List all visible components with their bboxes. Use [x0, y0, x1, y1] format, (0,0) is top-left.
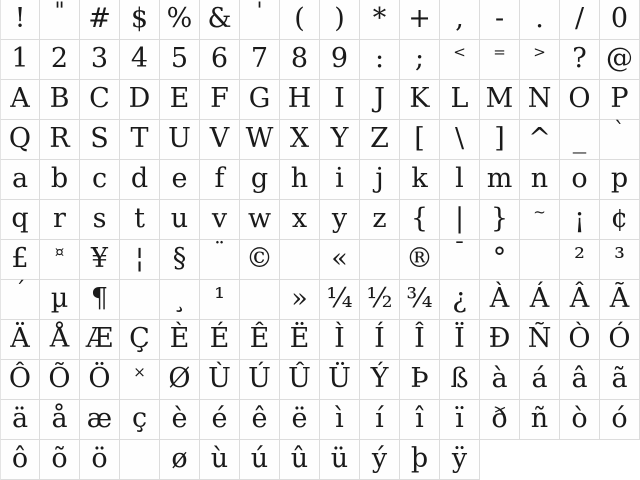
char-cell[interactable]: À [480, 280, 520, 320]
char-cell[interactable]: b [40, 160, 80, 200]
char-cell[interactable]: ° [480, 240, 520, 280]
char-cell[interactable]: Á [520, 280, 560, 320]
char-cell[interactable]: S [80, 120, 120, 160]
char-cell[interactable]: G [240, 80, 280, 120]
charmap-row [0, 400, 640, 440]
char-cell[interactable]: K [400, 80, 440, 120]
char-cell[interactable]: ü [320, 440, 360, 480]
char-cell[interactable]: \ [440, 120, 480, 160]
char-cell[interactable]: ý [360, 440, 400, 480]
charmap-row [0, 360, 640, 400]
char-cell[interactable]: ¥ [80, 240, 120, 280]
char-cell[interactable]: E [160, 80, 200, 120]
char-cell[interactable]: r [40, 200, 80, 240]
char-cell[interactable]: ø [160, 440, 200, 480]
empty-char-cell[interactable] [120, 440, 160, 480]
char-cell[interactable]: Í [360, 320, 400, 360]
char-cell[interactable]: s [80, 200, 120, 240]
char-cell[interactable]: å [40, 400, 80, 440]
char-cell[interactable]: z [360, 200, 400, 240]
char-cell[interactable]: è [160, 400, 200, 440]
char-cell[interactable]: « [320, 240, 360, 280]
char-cell[interactable]: ¨ [200, 240, 240, 280]
charmap-row [0, 0, 640, 40]
char-cell[interactable]: 0 [600, 0, 640, 40]
char-cell[interactable]: a [0, 160, 40, 200]
char-cell[interactable]: ñ [520, 400, 560, 440]
char-cell[interactable]: e [160, 160, 200, 200]
charmap-row [0, 160, 640, 200]
char-cell[interactable]: È [160, 320, 200, 360]
char-cell[interactable]: o [560, 160, 600, 200]
char-cell[interactable]: O [560, 80, 600, 120]
char-cell[interactable]: T [120, 120, 160, 160]
char-cell[interactable]: Û [280, 360, 320, 400]
char-cell[interactable]: x [280, 200, 320, 240]
empty-char-cell[interactable] [280, 240, 320, 280]
char-cell[interactable]: ö [80, 440, 120, 480]
charmap-row [0, 240, 640, 280]
char-cell[interactable]: Ú [240, 360, 280, 400]
char-cell[interactable]: ß [440, 360, 480, 400]
char-cell[interactable]: d [120, 160, 160, 200]
char-cell[interactable]: ó [600, 400, 640, 440]
char-cell[interactable]: 2 [40, 40, 80, 80]
char-cell[interactable]: õ [40, 440, 80, 480]
char-cell[interactable]: Ã [600, 280, 640, 320]
char-cell[interactable]: ( [280, 0, 320, 40]
char-cell[interactable]: [ [400, 120, 440, 160]
char-cell[interactable]: n [520, 160, 560, 200]
char-cell[interactable]: . [520, 0, 560, 40]
char-cell[interactable]: v [200, 200, 240, 240]
char-cell[interactable]: Î [400, 320, 440, 360]
char-cell[interactable]: æ [80, 400, 120, 440]
char-cell[interactable]: Ì [320, 320, 360, 360]
char-cell[interactable]: ¹ [200, 280, 240, 320]
char-cell[interactable]: ä [0, 400, 40, 440]
char-cell[interactable]: Z [360, 120, 400, 160]
char-cell[interactable]: L [440, 80, 480, 120]
char-cell[interactable]: 8 [280, 40, 320, 80]
char-cell[interactable]: ¿ [440, 280, 480, 320]
char-cell[interactable]: c [80, 160, 120, 200]
char-cell[interactable]: A [0, 80, 40, 120]
char-cell[interactable]: ] [480, 120, 520, 160]
char-cell[interactable]: ; [400, 40, 440, 80]
char-cell[interactable]: < [440, 40, 480, 80]
char-cell[interactable]: Ë [280, 320, 320, 360]
char-cell[interactable]: > [520, 40, 560, 80]
char-cell[interactable]: } [480, 200, 520, 240]
char-cell[interactable]: Ê [240, 320, 280, 360]
char-cell[interactable]: ç [120, 400, 160, 440]
char-cell[interactable]: î [400, 400, 440, 440]
char-cell[interactable]: H [280, 80, 320, 120]
char-cell[interactable]: ´ [0, 280, 40, 320]
char-cell[interactable]: / [560, 0, 600, 40]
char-cell[interactable]: Õ [40, 360, 80, 400]
charmap-row [0, 80, 640, 120]
char-cell[interactable]: # [80, 0, 120, 40]
char-cell[interactable]: × [120, 360, 160, 400]
char-cell[interactable]: ` [600, 120, 640, 160]
char-cell[interactable]: l [440, 160, 480, 200]
char-cell[interactable]: D [120, 80, 160, 120]
char-cell[interactable]: 5 [160, 40, 200, 80]
char-cell[interactable]: p [600, 160, 640, 200]
char-cell[interactable]: h [280, 160, 320, 200]
char-cell[interactable]: 9 [320, 40, 360, 80]
char-cell[interactable]: ) [320, 0, 360, 40]
char-cell[interactable]: | [440, 200, 480, 240]
char-cell[interactable]: ð [480, 400, 520, 440]
char-cell[interactable]: Þ [400, 360, 440, 400]
char-cell[interactable]: Ï [440, 320, 480, 360]
char-cell[interactable]: Ø [160, 360, 200, 400]
char-cell[interactable]: Ý [360, 360, 400, 400]
char-cell[interactable]: Ç [120, 320, 160, 360]
char-cell[interactable]: & [200, 0, 240, 40]
char-cell[interactable]: j [360, 160, 400, 200]
char-cell[interactable]: Ü [320, 360, 360, 400]
char-cell[interactable]: û [280, 440, 320, 480]
char-cell[interactable]: â [560, 360, 600, 400]
char-cell[interactable]: » [280, 280, 320, 320]
char-cell[interactable]: ½ [360, 280, 400, 320]
char-cell[interactable]: ò [560, 400, 600, 440]
charmap-row [0, 200, 640, 240]
char-cell[interactable]: á [520, 360, 560, 400]
char-cell[interactable]: ¯ [440, 240, 480, 280]
char-cell[interactable]: : [360, 40, 400, 80]
char-cell[interactable]: J [360, 80, 400, 120]
char-cell[interactable]: § [160, 240, 200, 280]
char-cell[interactable]: Ñ [520, 320, 560, 360]
char-cell[interactable]: ¾ [400, 280, 440, 320]
char-cell[interactable]: í [360, 400, 400, 440]
char-cell[interactable]: Ä [0, 320, 40, 360]
char-cell[interactable]: @ [600, 40, 640, 80]
char-cell[interactable]: ¢ [600, 200, 640, 240]
char-cell[interactable]: ¦ [120, 240, 160, 280]
charmap-row [0, 320, 640, 360]
char-cell[interactable]: ¸ [160, 280, 200, 320]
char-cell[interactable]: ï [440, 400, 480, 440]
char-cell[interactable]: R [40, 120, 80, 160]
char-cell[interactable]: 6 [200, 40, 240, 80]
empty-char-cell[interactable] [360, 240, 400, 280]
char-cell[interactable]: V [200, 120, 240, 160]
char-cell[interactable]: ~ [520, 200, 560, 240]
char-cell[interactable]: I [320, 80, 360, 120]
char-cell[interactable]: Q [0, 120, 40, 160]
char-cell[interactable]: Æ [80, 320, 120, 360]
char-cell[interactable]: { [400, 200, 440, 240]
char-cell[interactable]: * [360, 0, 400, 40]
char-cell[interactable]: k [400, 160, 440, 200]
char-cell[interactable]: Ò [560, 320, 600, 360]
char-cell[interactable]: ¤ [40, 240, 80, 280]
char-cell[interactable]: ÿ [440, 440, 480, 480]
char-cell[interactable]: N [520, 80, 560, 120]
char-cell[interactable]: £ [0, 240, 40, 280]
char-cell[interactable]: $ [120, 0, 160, 40]
char-cell[interactable]: É [200, 320, 240, 360]
charmap-row [0, 40, 640, 80]
char-cell[interactable]: ê [240, 400, 280, 440]
char-cell[interactable]: ² [560, 240, 600, 280]
char-cell[interactable]: ® [400, 240, 440, 280]
char-cell[interactable]: M [480, 80, 520, 120]
charmap-row [0, 440, 640, 480]
char-cell[interactable]: ¶ [80, 280, 120, 320]
char-cell[interactable]: ù [200, 440, 240, 480]
char-cell[interactable]: = [480, 40, 520, 80]
char-cell[interactable]: é [200, 400, 240, 440]
empty-char-cell[interactable] [120, 280, 160, 320]
char-cell[interactable]: à [480, 360, 520, 400]
char-cell[interactable]: ¡ [560, 200, 600, 240]
char-cell[interactable]: t [120, 200, 160, 240]
char-cell[interactable]: P [600, 80, 640, 120]
char-cell[interactable]: F [200, 80, 240, 120]
char-cell[interactable]: U [160, 120, 200, 160]
char-cell[interactable]: þ [400, 440, 440, 480]
char-cell[interactable]: Ô [0, 360, 40, 400]
empty-char-cell[interactable] [520, 240, 560, 280]
charmap-row [0, 120, 640, 160]
char-cell[interactable]: " [40, 0, 80, 40]
char-cell[interactable]: ú [240, 440, 280, 480]
char-cell[interactable]: © [240, 240, 280, 280]
char-cell[interactable]: ! [0, 0, 40, 40]
char-cell[interactable]: ³ [600, 240, 640, 280]
char-cell[interactable]: g [240, 160, 280, 200]
char-cell[interactable]: Y [320, 120, 360, 160]
char-cell[interactable]: Ð [480, 320, 520, 360]
char-cell[interactable]: Å [40, 320, 80, 360]
char-cell[interactable]: + [400, 0, 440, 40]
char-cell[interactable]: q [0, 200, 40, 240]
char-cell[interactable]: u [160, 200, 200, 240]
char-cell[interactable]: y [320, 200, 360, 240]
char-cell[interactable]: ' [240, 0, 280, 40]
char-cell[interactable]: 3 [80, 40, 120, 80]
char-cell[interactable]: ¼ [320, 280, 360, 320]
char-cell[interactable]: % [160, 0, 200, 40]
char-cell[interactable]: B [40, 80, 80, 120]
char-cell[interactable]: ì [320, 400, 360, 440]
char-cell[interactable]: , [440, 0, 480, 40]
char-cell[interactable]: 4 [120, 40, 160, 80]
char-cell[interactable]: ë [280, 400, 320, 440]
char-cell[interactable]: - [480, 0, 520, 40]
char-cell[interactable]: Â [560, 280, 600, 320]
char-cell[interactable]: _ [560, 120, 600, 160]
char-cell[interactable]: w [240, 200, 280, 240]
char-cell[interactable]: 1 [0, 40, 40, 80]
char-cell[interactable]: X [280, 120, 320, 160]
char-cell[interactable]: ô [0, 440, 40, 480]
char-cell[interactable]: f [200, 160, 240, 200]
char-cell[interactable]: Ù [200, 360, 240, 400]
char-cell[interactable]: ^ [520, 120, 560, 160]
char-cell[interactable]: Ó [600, 320, 640, 360]
char-cell[interactable]: ã [600, 360, 640, 400]
char-cell[interactable]: 7 [240, 40, 280, 80]
empty-char-cell[interactable] [240, 280, 280, 320]
char-cell[interactable]: µ [40, 280, 80, 320]
char-cell[interactable]: Ö [80, 360, 120, 400]
charmap-row [0, 280, 640, 320]
char-cell[interactable]: ? [560, 40, 600, 80]
char-cell[interactable]: C [80, 80, 120, 120]
char-cell[interactable]: W [240, 120, 280, 160]
char-cell[interactable]: i [320, 160, 360, 200]
char-cell[interactable]: m [480, 160, 520, 200]
